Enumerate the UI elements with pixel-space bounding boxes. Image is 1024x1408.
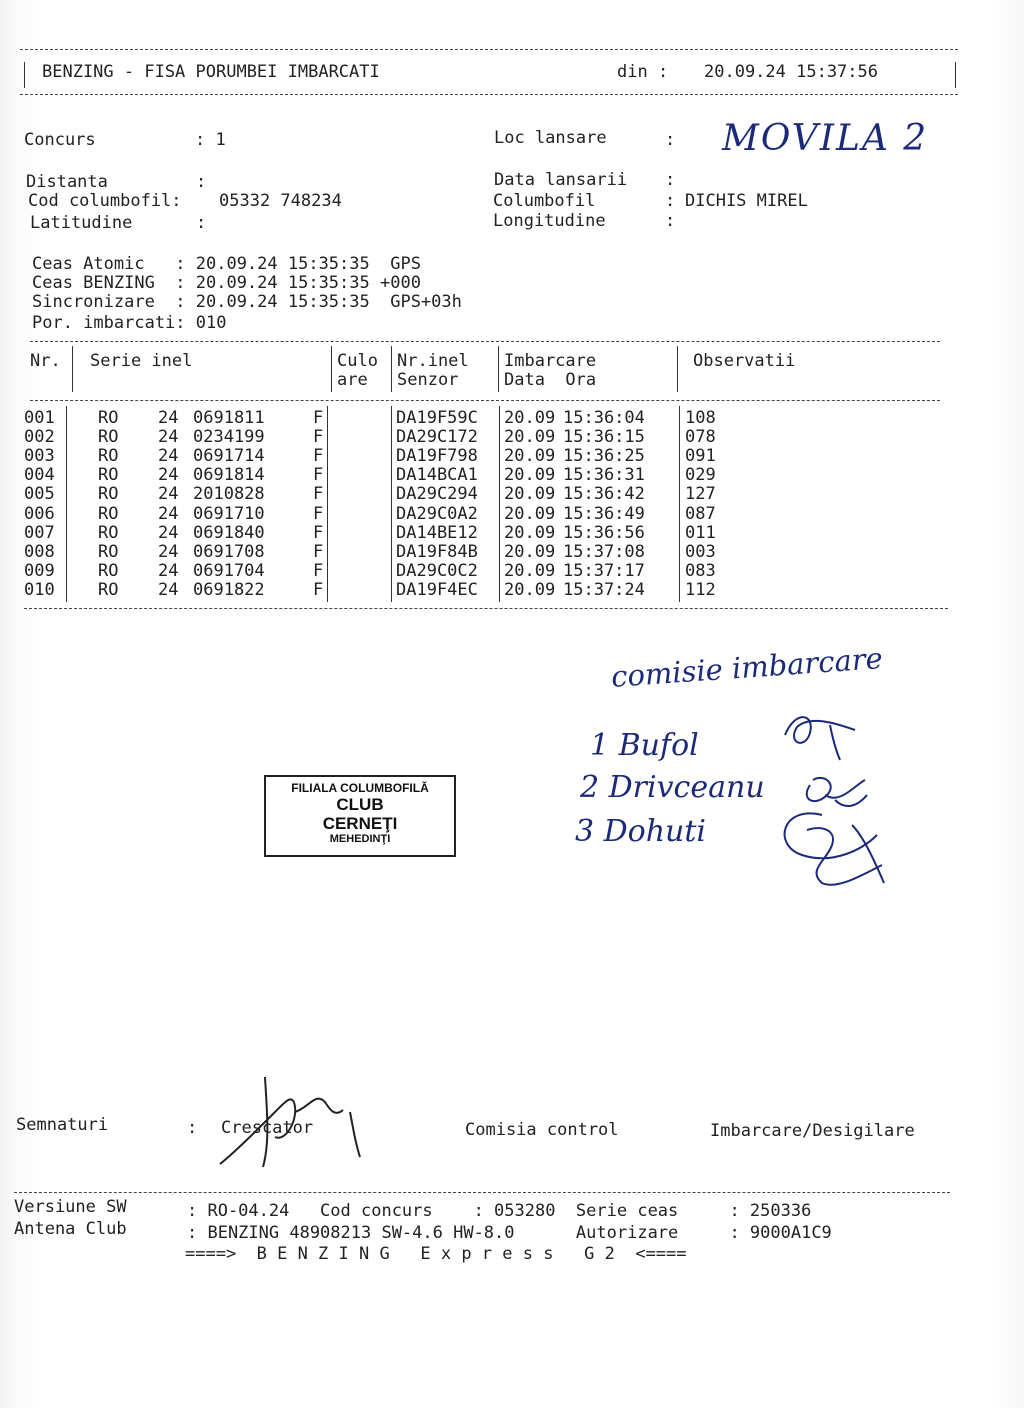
cell-ora: 15:37:24: [563, 579, 645, 600]
col-sep-4-header: [498, 346, 499, 392]
ceas-benzing-line: Ceas BENZING : 20.09.24 15:35:35 +000: [32, 273, 421, 293]
cell-ora: 15:36:31: [563, 465, 645, 486]
cell-senzor: DA19F84B: [396, 541, 478, 562]
col-sep-3-header: [391, 346, 392, 392]
cell-data: 20.09: [504, 446, 556, 467]
col-sep-1: [66, 406, 67, 602]
cell-senzor: DA14BCA1: [396, 465, 478, 486]
cell-sex: F: [313, 579, 324, 600]
cell-obs: 108: [685, 408, 716, 428]
col-header-imbarcare-1: Imbarcare: [504, 351, 597, 371]
cell-inel: 0691704: [193, 560, 265, 581]
cell-tara: RO: [98, 408, 119, 428]
cell-inel: 0691714: [193, 446, 265, 467]
cell-ora: 15:36:49: [563, 503, 645, 524]
commission-member-2: 2 Drivceanu: [580, 770, 765, 805]
cell-data: 20.09: [504, 579, 556, 600]
data-lansarii-label: Data lansarii: [494, 170, 628, 190]
col-header-nr-inel-2: Senzor: [397, 370, 459, 390]
cell-inel: 0234199: [193, 427, 265, 448]
cell-an: 24: [158, 446, 179, 467]
cell-ora: 15:36:15: [563, 427, 645, 448]
cell-nr: 003: [24, 446, 55, 467]
cell-data: 20.09: [504, 484, 556, 505]
cell-nr: 006: [24, 503, 55, 524]
cell-tara: RO: [98, 484, 119, 505]
header-left-border: [24, 62, 25, 88]
cell-obs: 127: [685, 484, 716, 505]
commission-member-3: 3 Dohuti: [575, 814, 707, 849]
table-header-separator: [30, 400, 940, 401]
document-title: BENZING - FISA PORUMBEI IMBARCATI: [42, 62, 380, 82]
cell-an: 24: [158, 541, 179, 562]
cell-an: 24: [158, 427, 179, 448]
cell-data: 20.09: [504, 465, 556, 486]
cell-data: 20.09: [504, 522, 556, 543]
cell-ora: 15:36:42: [563, 484, 645, 505]
club-stamp: [264, 775, 456, 857]
col-header-serie-inel: Serie inel: [90, 351, 193, 371]
cell-senzor: DA29C294: [396, 484, 478, 505]
cell-sex: F: [313, 541, 324, 562]
semnaturi-label: Semnaturi: [16, 1115, 109, 1135]
cell-an: 24: [158, 465, 179, 486]
cell-inel: 0691840: [193, 522, 265, 543]
columbofil-value: DICHIS MIREL: [685, 191, 808, 211]
cell-data: 20.09: [504, 503, 556, 524]
cell-tara: RO: [98, 446, 119, 467]
cell-senzor: DA19F59C: [396, 408, 478, 428]
col-header-nr: Nr.: [30, 351, 61, 371]
footer-line-2: : BENZING 48908213 SW-4.6 HW-8.0 Autorizare : 9000A1C9: [187, 1223, 832, 1243]
cell-obs: 112: [685, 579, 716, 600]
col-header-culoare-2: are: [337, 370, 368, 390]
cell-ora: 15:37:08: [563, 541, 645, 562]
col-header-nr-inel-1: Nr.inel: [397, 351, 469, 371]
cell-senzor: DA29C0A2: [396, 503, 478, 524]
cell-nr: 009: [24, 560, 55, 581]
cell-senzor: DA19F798: [396, 446, 478, 467]
col-sep-5-header: [677, 346, 678, 392]
cell-inel: 2010828: [193, 484, 265, 505]
table-top-border: [30, 341, 940, 342]
header-bottom-border: [20, 94, 958, 95]
cell-inel: 0691710: [193, 503, 265, 524]
cell-data: 20.09: [504, 560, 556, 581]
cell-sex: F: [313, 522, 324, 543]
cell-an: 24: [158, 522, 179, 543]
col-sep-2: [327, 406, 328, 602]
footer-line-1: : RO-04.24 Cod concurs : 053280 Serie ceas : 250336: [187, 1201, 812, 1221]
cod-columbofil-label: Cod columbofil:: [28, 191, 182, 211]
cell-ora: 15:36:25: [563, 446, 645, 467]
data-lansarii-sep: :: [665, 170, 676, 190]
cell-an: 24: [158, 560, 179, 581]
latitudine-label: Latitudine: [30, 213, 133, 233]
cell-senzor: DA19F4EC: [396, 579, 478, 600]
member-3-signature: [762, 795, 897, 890]
cell-an: 24: [158, 484, 179, 505]
ceas-atomic-line: Ceas Atomic : 20.09.24 15:35:35 GPS: [32, 254, 421, 274]
header-right-border: [955, 62, 956, 88]
cell-ora: 15:36:56: [563, 522, 645, 543]
stamp-line-3: CERNEŢI: [322, 814, 398, 833]
cell-obs: 029: [685, 465, 716, 486]
cell-inel: 0691811: [193, 408, 265, 428]
semnaturi-sep: :: [187, 1118, 198, 1138]
loc-lansare-handwritten: MOVILA 2: [722, 118, 929, 159]
cell-tara: RO: [98, 427, 119, 448]
comisie-imbarcare-handwritten: comisie imbarcare: [610, 641, 884, 694]
cell-sex: F: [313, 484, 324, 505]
stamp-line-1: FILIALA COLUMBOFILĂ: [291, 781, 429, 795]
por-imbarcati-line: Por. imbarcati: 010: [32, 313, 227, 333]
cell-sex: F: [313, 560, 324, 581]
columbofil-sep: :: [665, 191, 676, 211]
cell-an: 24: [158, 408, 179, 428]
member-1-signature: [775, 705, 865, 765]
commission-member-1: 1 Bufol: [590, 728, 699, 763]
header-top-border: [20, 49, 958, 50]
cell-obs: 003: [685, 541, 716, 562]
cell-sex: F: [313, 465, 324, 486]
footer-line-3: ====> B E N Z I N G E x p r e s s G 2 <====: [185, 1244, 687, 1264]
antena-club-label: Antena Club: [14, 1219, 127, 1239]
stamp-line-4: MEHEDINŢI: [329, 833, 391, 845]
cell-inel: 0691814: [193, 465, 265, 486]
crescator-signature: [215, 1072, 375, 1172]
din-label: din :: [617, 62, 669, 82]
col-sep-3: [391, 406, 392, 602]
cell-data: 20.09: [504, 408, 556, 428]
cell-nr: 007: [24, 522, 55, 543]
loc-lansare-sep: :: [665, 130, 676, 150]
comisia-control-label: Comisia control: [465, 1120, 619, 1140]
col-sep-2-header: [331, 346, 332, 392]
cell-tara: RO: [98, 560, 119, 581]
cell-ora: 15:37:17: [563, 560, 645, 581]
din-value: 20.09.24 15:37:56: [704, 62, 878, 82]
distanta-sep: :: [196, 172, 207, 192]
cell-obs: 087: [685, 503, 716, 524]
footer-separator: [14, 1192, 950, 1193]
cell-data: 20.09: [504, 427, 556, 448]
col-header-observatii: Observatii: [693, 351, 796, 371]
cell-sex: F: [313, 427, 324, 448]
table-bottom-border: [24, 608, 948, 609]
cell-sex: F: [313, 503, 324, 524]
col-sep-1-header: [72, 346, 73, 392]
stamp-line-2: CLUB: [336, 795, 384, 814]
cell-tara: RO: [98, 541, 119, 562]
cell-an: 24: [158, 503, 179, 524]
concurs-label: Concurs: [24, 130, 96, 150]
cell-obs: 083: [685, 560, 716, 581]
cell-senzor: DA29C172: [396, 427, 478, 448]
cell-senzor: DA29C0C2: [396, 560, 478, 581]
imbarcare-desigilare-label: Imbarcare/Desigilare: [710, 1121, 915, 1141]
col-header-culoare-1: Culo: [337, 351, 378, 371]
cell-obs: 091: [685, 446, 716, 467]
cell-nr: 001: [24, 408, 55, 428]
cell-nr: 010: [24, 579, 55, 600]
cod-columbofil-value: 05332 748234: [219, 191, 342, 211]
cell-nr: 005: [24, 484, 55, 505]
cell-nr: 002: [24, 427, 55, 448]
loc-lansare-label: Loc lansare: [494, 128, 607, 148]
col-sep-5: [679, 406, 680, 602]
cell-inel: 0691822: [193, 579, 265, 600]
col-header-imbarcare-2: Data Ora: [504, 370, 597, 390]
crescator-label: Crescator: [221, 1118, 314, 1138]
cell-ora: 15:36:04: [563, 408, 645, 428]
columbofil-label: Columbofil: [493, 191, 596, 211]
cell-obs: 011: [685, 522, 716, 543]
latitudine-sep: :: [196, 213, 207, 233]
cell-obs: 078: [685, 427, 716, 448]
cell-tara: RO: [98, 503, 119, 524]
cell-tara: RO: [98, 579, 119, 600]
distanta-label: Distanta: [26, 172, 108, 192]
cell-tara: RO: [98, 522, 119, 543]
cell-senzor: DA14BE12: [396, 522, 478, 543]
longitudine-sep: :: [665, 211, 676, 231]
longitudine-label: Longitudine: [493, 211, 606, 231]
col-sep-4: [499, 406, 500, 602]
cell-nr: 008: [24, 541, 55, 562]
cell-sex: F: [313, 408, 324, 428]
cell-an: 24: [158, 579, 179, 600]
cell-sex: F: [313, 446, 324, 467]
cell-inel: 0691708: [193, 541, 265, 562]
concurs-value: : 1: [195, 130, 226, 150]
sincronizare-line: Sincronizare : 20.09.24 15:35:35 GPS+03h: [32, 292, 462, 312]
cell-nr: 004: [24, 465, 55, 486]
versiune-sw-label: Versiune SW: [14, 1197, 127, 1217]
cell-tara: RO: [98, 465, 119, 486]
cell-data: 20.09: [504, 541, 556, 562]
